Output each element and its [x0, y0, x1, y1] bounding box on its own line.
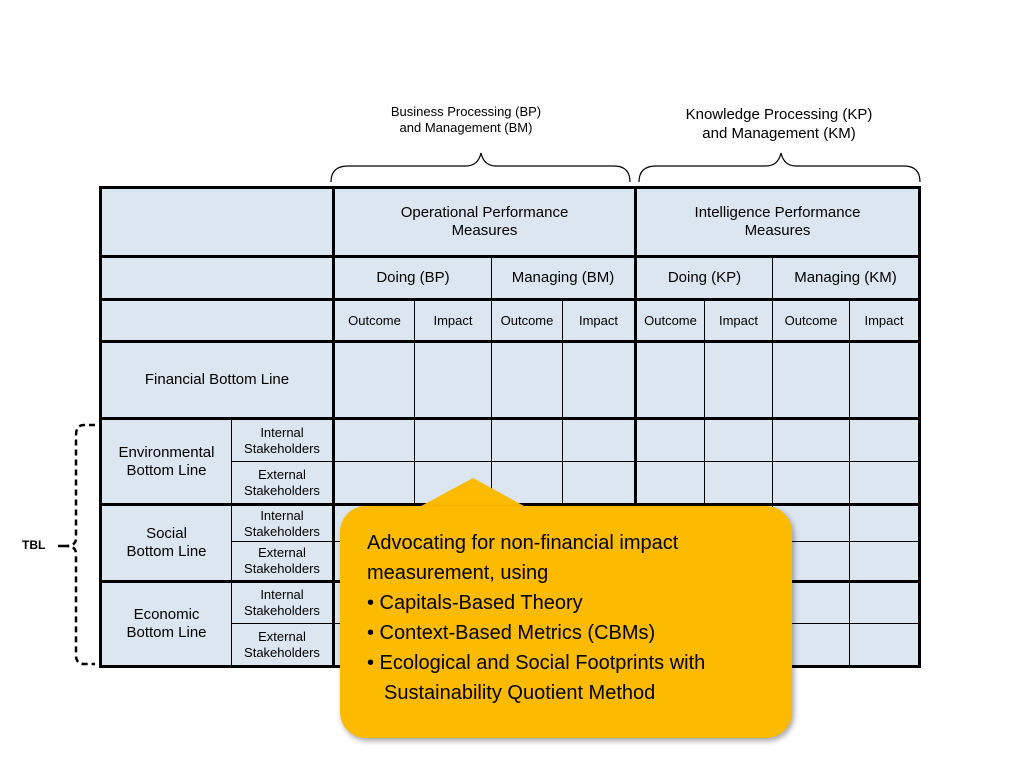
intelligence-line-1: Intelligence Performance: [694, 204, 861, 221]
managing-km-header: Managing (KM): [773, 257, 920, 300]
intelligence-line-2: Measures: [744, 222, 811, 239]
callout-intro-line-1: Advocating for non-financial impact: [367, 532, 679, 554]
kp-header-line-1: Knowledge Processing (KP): [685, 106, 873, 123]
internal-line-2: Stakeholders: [244, 440, 320, 456]
external-line-1: External: [258, 628, 306, 644]
internal-line-1: Internal: [260, 507, 304, 523]
impact-header: Impact: [415, 300, 492, 342]
social-line-1: Social: [146, 525, 187, 542]
managing-bm-header: Managing (BM): [492, 257, 636, 300]
callout-bullet: • Ecological and Social Footprints with: [367, 652, 706, 674]
operational-line-1: Operational Performance: [400, 204, 569, 221]
callout-intro-line-2: measurement, using: [367, 562, 549, 584]
callout-bullet: • Context-Based Metrics (CBMs): [367, 622, 656, 644]
economic-line-1: Economic: [133, 606, 200, 623]
social-line-2: Bottom Line: [126, 543, 207, 560]
callout-bullet: • Capitals-Based Theory: [367, 592, 583, 614]
external-line-2: Stakeholders: [244, 482, 320, 498]
economic-line-2: Bottom Line: [126, 624, 207, 641]
impact-header: Impact: [850, 300, 920, 342]
financial-bottom-line: Financial Bottom Line: [101, 342, 334, 419]
impact-header: Impact: [563, 300, 636, 342]
outcome-header: Outcome: [334, 300, 415, 342]
callout-bullet-continuation: Sustainability Quotient Method: [384, 682, 656, 704]
doing-bp-header: Doing (BP): [334, 257, 492, 300]
impact-header: Impact: [705, 300, 773, 342]
external-line-2: Stakeholders: [244, 561, 320, 576]
bp-header-line-1: Business Processing (BP): [390, 104, 542, 119]
internal-line-1: Internal: [260, 424, 304, 440]
external-line-2: Stakeholders: [244, 644, 320, 660]
external-line-1: External: [258, 466, 306, 482]
tbl-label: TBL: [22, 538, 46, 552]
internal-line-1: Internal: [260, 587, 304, 603]
external-line-1: External: [258, 545, 306, 561]
operational-line-2: Measures: [451, 222, 518, 239]
internal-line-2: Stakeholders: [244, 603, 320, 618]
environmental-line-2: Bottom Line: [126, 461, 207, 479]
doing-kp-header: Doing (KP): [636, 257, 773, 300]
callout-box: [340, 506, 792, 738]
kp-header-line-2: and Management (KM): [702, 124, 856, 142]
outcome-header: Outcome: [492, 300, 563, 342]
outcome-header: Outcome: [773, 300, 850, 342]
environmental-line-1: Environmental: [118, 443, 215, 461]
outcome-header: Outcome: [636, 300, 705, 342]
internal-line-2: Stakeholders: [244, 523, 320, 539]
bp-header-line-2: and Management (BM): [399, 120, 533, 136]
